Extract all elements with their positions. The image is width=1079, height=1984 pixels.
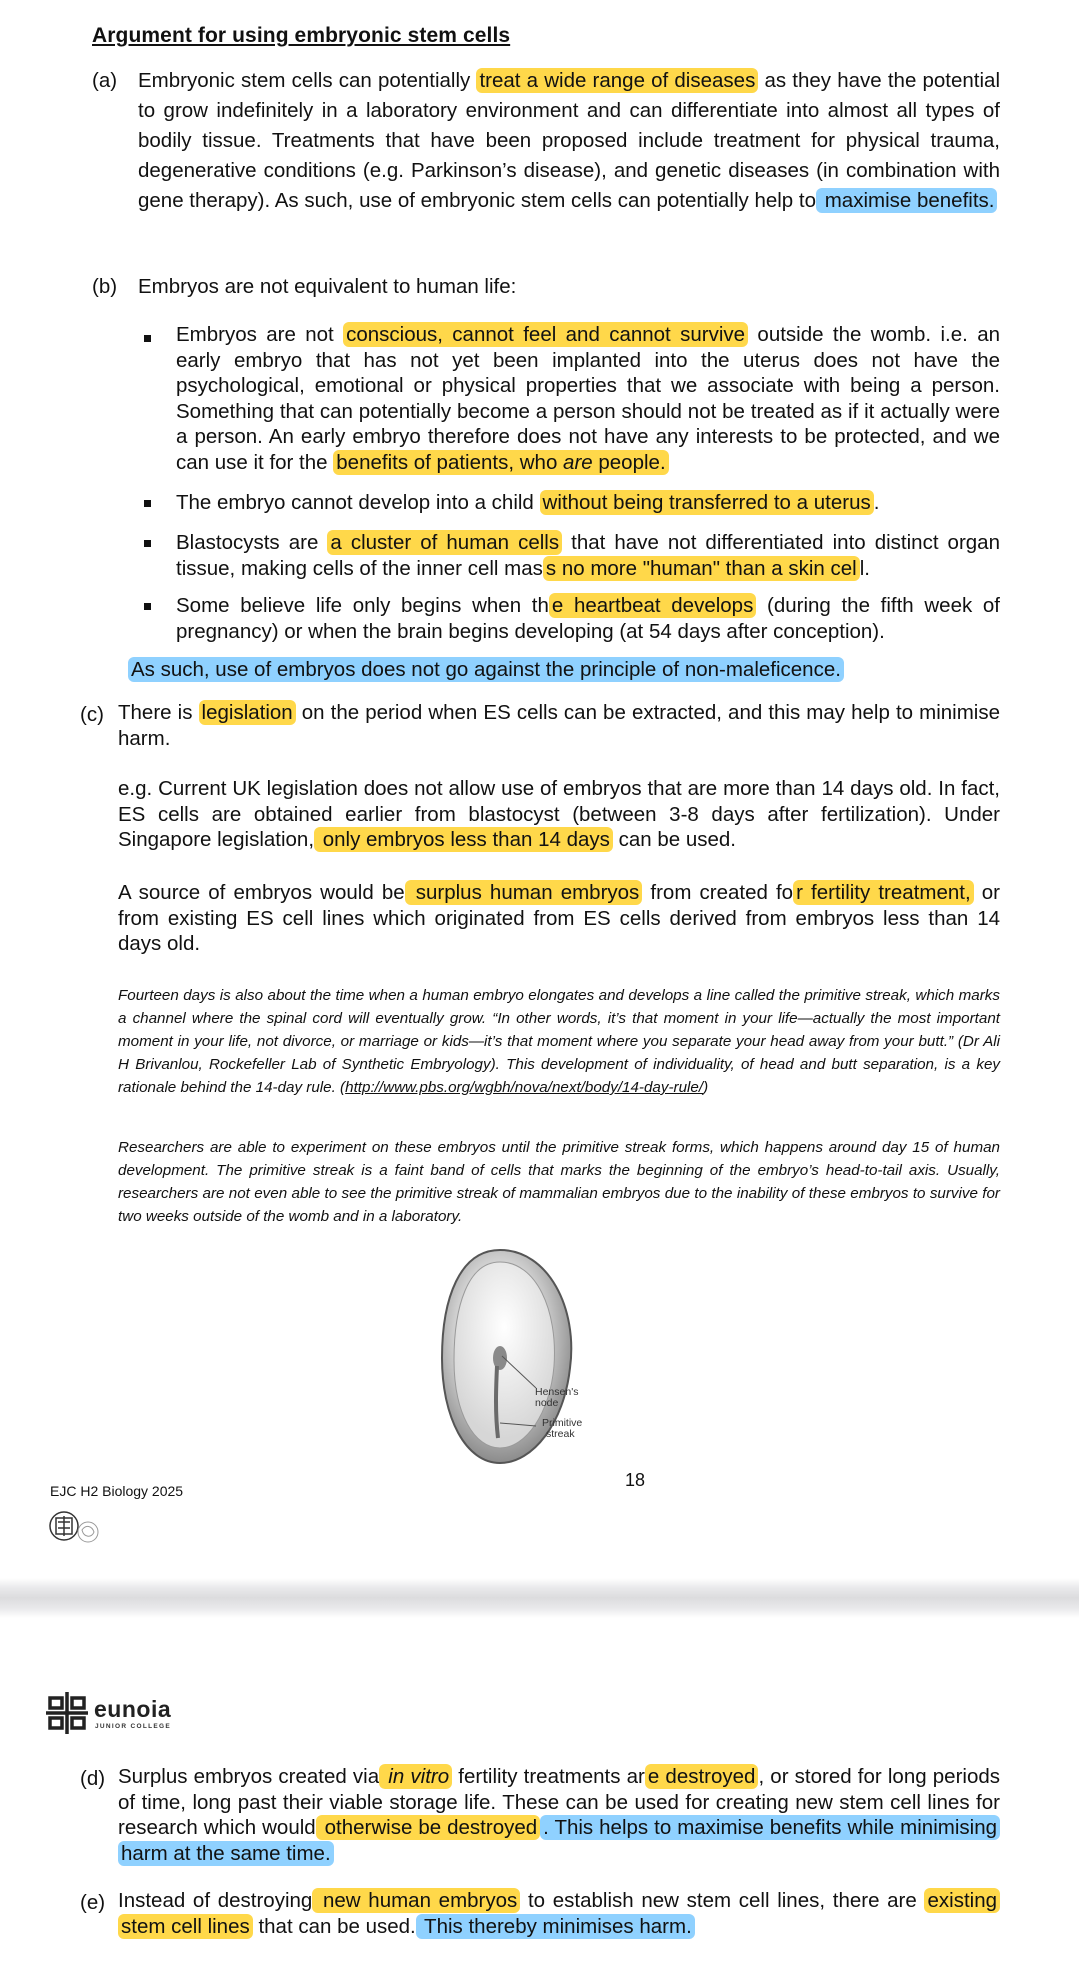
point-a-label: (a) <box>92 69 118 92</box>
text-run: Surplus embryos created via <box>118 1765 380 1788</box>
text-run: benefits of patients, who <box>336 450 564 474</box>
text-run: Fourteen days is also about the time when a human embryo elongates and develops a line called the primitive streak, which marks a channel where the spinal cord will eventually grow. “In other words, it’s that moment in your life—actually the most important moment in your life, not divorce, or marriage or kids—it’s that moment where you separate your head away from your butt.” (Dr Ali H Brivanlou, Rockefeller Lab of Synthetic Embryology). This development of individuality, of head and butt separation, is a key rationale behind the 14-day rule. ( <box>118 987 1000 1096</box>
highlight-blue: This thereby minimises harm. <box>416 1914 695 1939</box>
highlight-yellow: e destroyed <box>645 1764 759 1789</box>
highlight-yellow: surplus human embryos <box>405 880 643 905</box>
point-d-paragraph <box>118 1764 1000 1866</box>
highlight-blue: . This helps to maximise benefits while minimising harm at the same time. <box>118 1815 1000 1866</box>
point-c-label: (c) <box>80 703 104 726</box>
text-run: as they have the potential to grow indefinitely in a laboratory environment and can differentiate into almost all types of bodily tissue. Treatments that have been proposed include treatment for physical trauma, degenerative conditions (e.g. Parkinson’s disease), and genetic diseases (in combination with gene therapy). As such, use of embryonic stem cells can potentially help to <box>138 69 1001 212</box>
text-run: from created fo <box>642 881 794 904</box>
section-heading: Argument for using embryonic stem cells <box>92 24 511 47</box>
text-run: (during the fifth week of pregnancy) or when the brain begins developing (at 54 days after conception). <box>176 594 1000 643</box>
source-link[interactable]: http://www.pbs.org/wgbh/nova/next/body/14-day-rule/ <box>345 1079 704 1096</box>
text-run: e.g. Current UK legislation does not allow use of embryos that are more than 14 days old. In fact, ES cells are obtained earlier from blastocyst (between 3-8 days after fertilization). Under Singapore legislation, <box>118 777 1000 851</box>
text-run: Instead of destroying <box>118 1889 313 1912</box>
label-hensens-node-2: node <box>535 1397 559 1409</box>
point-c-example <box>118 776 1000 853</box>
school-crest-icon <box>48 1502 102 1548</box>
highlight-blue: As such, use of embryos does not go against the principle of non-maleficence. <box>128 657 844 682</box>
text-run: l. <box>859 556 870 580</box>
text-run: can be used. <box>612 828 736 851</box>
text-run: people. <box>592 450 666 474</box>
text-run: Blastocysts are <box>176 531 328 554</box>
text-run: outside the womb. i.e. an early embryo that has not yet been implanted into the uterus does not have the psychological, emotional or physical properties that we associate with being a person. Something that can potentially become a person should not be treated as if it actually were a person. An early embryo therefore does not have any interests to be protected, and we can use it for the <box>176 323 1001 474</box>
bullet-1 <box>176 322 1000 475</box>
highlight-yellow: r fertility treatment, <box>793 880 974 905</box>
highlight-yellow: only embryos less than 14 days <box>314 827 613 852</box>
bullet-icon <box>144 603 151 610</box>
point-c-paragraph <box>118 700 1000 751</box>
text-run: , or stored for long periods of time, long past their viable storage life. These can be used for creating new stem cell lines for research which would <box>118 1765 1001 1839</box>
highlight-yellow: legislation <box>199 700 296 725</box>
bullet-2 <box>176 490 1000 516</box>
text-run: that can be used. <box>252 1914 416 1938</box>
text-run: fertility treatments ar <box>452 1765 645 1788</box>
text-run: Embryonic stem cells can potentially <box>138 69 477 92</box>
highlight-yellow: a cluster of human cells <box>327 530 562 555</box>
eunoia-logo-icon <box>44 1690 90 1736</box>
point-b-label: (b) <box>92 275 118 298</box>
point-b-conclusion <box>128 655 1008 685</box>
bullet-icon <box>144 500 151 507</box>
text-run: Some believe life only begins when th <box>176 594 549 617</box>
bullet-3 <box>176 530 1000 581</box>
text-run: are <box>563 450 593 474</box>
point-a-paragraph <box>138 66 1000 216</box>
text-run: ) <box>703 1079 709 1096</box>
note-primitive-streak: Researchers are able to experiment on these embryos until the primitive streak forms, which happens around day 15 of human development. The primitive streak is a faint band of cells that marks the beginning of the embryo’s head-to-tail axis. Usually, researchers are not even able to see the primitive streak of mammalian embryos due to the inability of these embryos to survive for two weeks outside of the womb and in a laboratory. <box>118 1139 1000 1225</box>
text-run: Embryos are not <box>176 323 344 346</box>
highlight-yellow: in vitro <box>379 1764 452 1789</box>
highlight-yellow: conscious, cannot feel and cannot survive <box>343 322 748 347</box>
highlight-yellow: existing stem cell lines <box>118 1888 1000 1939</box>
highlight-yellow: otherwise be destroyed <box>316 1815 540 1840</box>
text-run: The embryo cannot develop into a child <box>176 491 540 514</box>
bullet-icon <box>144 540 151 547</box>
text-run: or from existing ES cell lines which originated from ES cells derived from embryos less than 14 days old. <box>118 881 1000 955</box>
embryo-illustration <box>438 1248 608 1468</box>
logo-wordmark: eunoia <box>94 1696 172 1722</box>
bullet-4 <box>176 593 1000 644</box>
text-run: to establish new stem cell lines, there are <box>520 1889 925 1912</box>
text-run: A source of embryos would be <box>118 881 405 904</box>
highlight-yellow: without being transferred to a uterus <box>540 490 874 515</box>
highlight-yellow: new human embryos <box>312 1888 520 1913</box>
text-run: There is <box>118 701 199 724</box>
point-e-paragraph <box>118 1888 1000 1939</box>
point-c-source <box>118 880 1000 957</box>
document-page-19 <box>0 1618 1079 1984</box>
bullet-icon <box>144 335 151 342</box>
page-number: 18 <box>625 1470 646 1490</box>
highlight-blue: maximise benefits. <box>816 188 997 213</box>
point-d-label: (d) <box>80 1767 106 1790</box>
highlight-yellow: s no more "human" than a skin cel <box>543 556 860 581</box>
point-b-intro: Embryos are not equivalent to human life: <box>138 275 517 298</box>
page-separator <box>0 1578 1079 1618</box>
text-run: . <box>873 491 880 514</box>
point-e-label: (e) <box>80 1891 106 1914</box>
label-primitive-streak: Primitive <box>542 1417 583 1429</box>
highlight-yellow: e heartbeat develops <box>549 593 756 618</box>
embryo-primitive-streak-figure <box>438 1248 608 1468</box>
logo-subtitle: JUNIOR COLLEGE <box>95 1723 171 1730</box>
highlight-yellow <box>333 450 668 475</box>
course-footer: EJC H2 Biology 2025 <box>50 1483 184 1499</box>
label-hensens-node: Hensen's <box>535 1386 579 1398</box>
note-fourteen-days <box>118 984 1000 1099</box>
text-run: that have not differentiated into distinct organ tissue, making cells of the inner cell mas <box>176 531 1000 580</box>
label-primitive-streak-2: streak <box>546 1428 575 1440</box>
text-run: on the period when ES cells can be extracted, and this may help to minimise harm. <box>118 701 1001 750</box>
highlight-yellow: treat a wide range of diseases <box>476 68 758 93</box>
